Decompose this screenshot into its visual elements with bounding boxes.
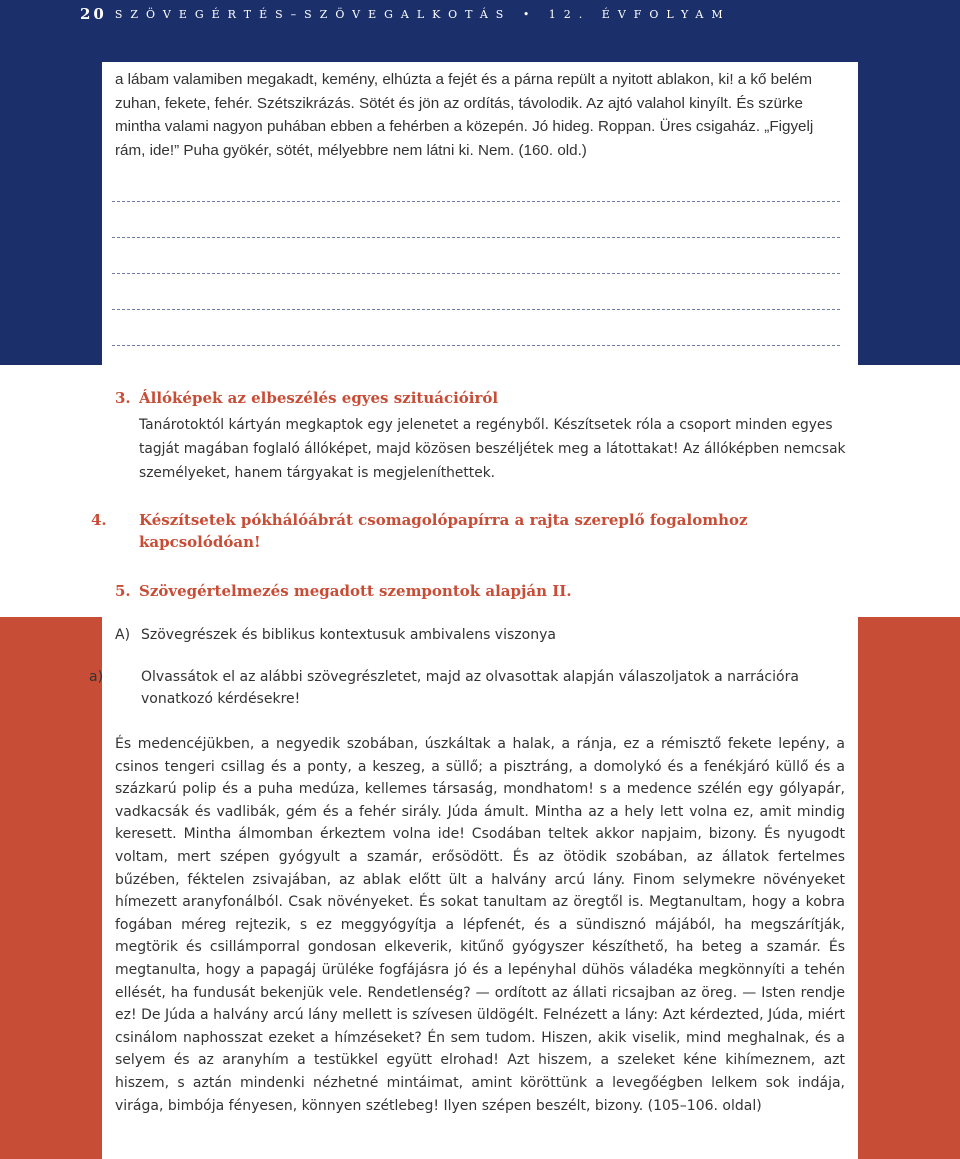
section-a-heading	[115, 624, 845, 646]
story-passage: És medencéjükben, a negyedik szobában, úszkáltak a halak, a ránja, ez a rémisztő fekete lepény, a csinos tengeri csillag és a ponty, a keszeg, a süllő; a pisztráng, a domolykó és a fenékjáró küllő és a százkarú polip és a puha medúza, kellemes társaság, mondhatom! s a medence szélén egy gólyapár, vadkacsák és vadlibák, gém és a fehér sirály. Júda ámult. Mintha az a hely lett volna ez, amit mindig keresett. Mintha álmomban érkeztem volna ide! Csodában teltek akkor napjaim, bizony. És nyugodt voltam, mert szépen gyógyult a szamár, erősödött. És az ötödik szobában, az állatok fertelmes bűzében, féktelen zsivajában, az ablak előtt ült a halvány arcú lány. Finom selymekre növényeket hímezett aranyfonálból. Csak növényeket. És sokat tanultam az öregtől is. Megtanultam, hogy a kobra fogában méreg rejtezik, s ez meggyógyítja a lépfenét, és a sündisznó májából, ha megszárítják, megtörik és csillámporral gondosan elkeverik, kitűnő gyógyszer készíthető, ha beteg a szamár. És megtanulta, hogy a papagáj ürüléke fogfájásra jó és a lepényhal dühös váladéka megkönnyíti a tehén ellését, ha fundusát bekenjük vele. Rendetlenség? — ordított az állati ricsajban az öreg. — Isten rendje ez! De Júda a halvány arcú lány mellett is szívesen üldögélt. Felnézett a lány: Azt kérdezted, Júda, miért csinálom naphosszat ezeket a hímzéseket? Én sem tudom. Hiszen, akik viselik, mind meghalnak, és a selyem és az aranyhím a testükkel együtt elrohad! Azt hiszem, a szeleket kéne kihímeznem, azt hiszem, s aztán mindenki nézhetné mintáimat, amint köröttünk a levegőégben lelkem sok indája, virága, bimbója fényesen, könnyen szétlebeg! Ilyen szépen beszélt, bizony. (105–106. oldal)	[115, 736, 845, 1114]
item-a-tag: a)	[89, 669, 104, 685]
task-4-number: 4.	[91, 511, 107, 529]
page-number: 20	[80, 5, 107, 23]
running-title: SZÖVEGÉRTÉS–SZÖVEGALKOTÁS • 12. ÉVFOLYAM	[114, 7, 731, 21]
task-5-number: 5.	[115, 582, 131, 600]
item-a-instruction	[89, 666, 871, 710]
section-a-text: Szövegrészek és biblikus kontextusuk ambivalens viszonya	[141, 627, 556, 643]
section-a-tag: A)	[115, 627, 131, 643]
task-3-heading: Állóképek az elbeszélés egyes szituációiról	[139, 389, 499, 407]
novel-excerpt: a lábam valamiben megakadt, kemény, elhúzta a fejét és a párna repült a nyitott ablakon, ki! a kő belém zuhan, fekete, fehér. Szétszikrázás. Sötét és jön az ordítás, távolodik. Az ajtó valahol kinyílt. És szürke mintha valami nagyon puhában ebben a fehérben a közepén. Jó hideg. Roppan. Üres csigaház. „Figyelj rám, ide!” Puha gyökér, sötét, mélyebbre nem látni ki. Nem. (160. old.)	[115, 71, 814, 159]
answer-line-1[interactable]	[112, 201, 840, 202]
item-a-text: Olvassátok el az alábbi szövegrészletet, majd az olvasottak alapján válaszoljatok a narrációra vonatkozó kérdésekre!	[141, 669, 799, 707]
task-3-number: 3.	[115, 389, 131, 407]
task-5-heading: Szövegértelmezés megadott szempontok alapján II.	[139, 582, 572, 600]
task-4-heading: Készítsetek pókhálóábrát csomagolópapírra a rajta szereplő fogalomhoz kapcsolódóan!	[139, 511, 748, 551]
task-3-body: Tanárotoktól kártyán megkaptok egy jelenetet a regényből. Készítsetek róla a csoport minden egyes tagját magában foglaló állóképet, majd közösen beszéljétek meg a látottakat! Az állóképben nemcsak személyeket, hanem tárgyakat is megjeleníthettek.	[139, 417, 846, 481]
task-3-title	[115, 387, 845, 409]
task-4-title	[91, 509, 869, 553]
answer-line-4[interactable]	[112, 309, 840, 310]
running-header	[80, 0, 731, 28]
answer-line-5[interactable]	[112, 345, 840, 346]
answer-line-2[interactable]	[112, 237, 840, 238]
task-5-title	[115, 580, 845, 602]
answer-line-3[interactable]	[112, 273, 840, 274]
